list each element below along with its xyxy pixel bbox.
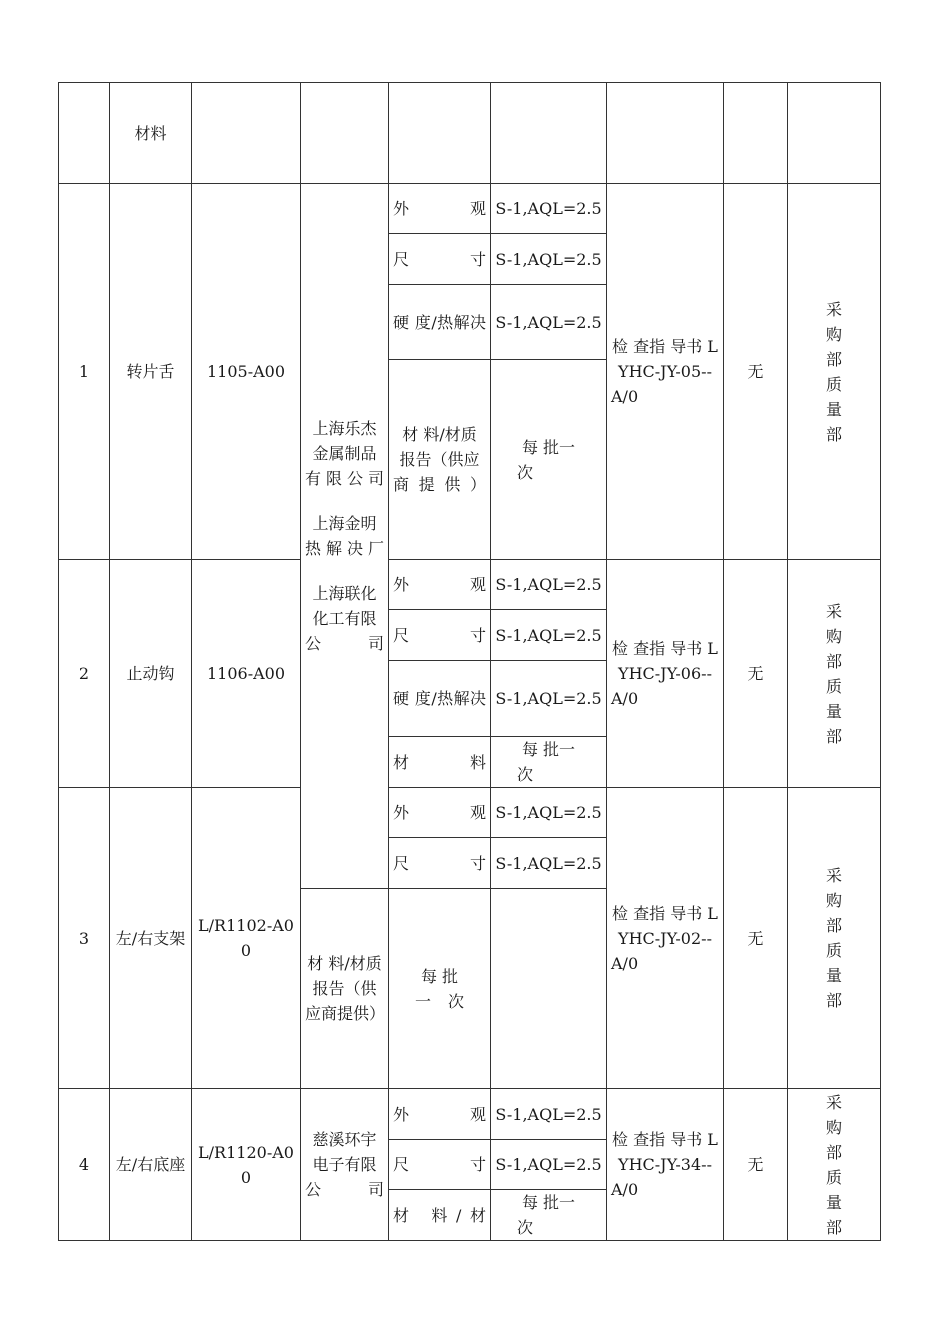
inspection-item: 尺 寸 xyxy=(389,234,491,285)
part-code: L/R1120-A00 xyxy=(192,1089,301,1241)
row-number: 1 xyxy=(59,184,110,560)
inspection-standard: S-1,AQL=2.5 xyxy=(491,788,607,838)
inspection-item: 硬 度/热解决 xyxy=(389,661,491,737)
supplier-list xyxy=(301,184,389,889)
inspection-item: 材 料 xyxy=(389,737,491,788)
inspection-document: 检 查指 导书 LYHC-JY-05--A/0 xyxy=(607,184,724,560)
material-name: 止动钩 xyxy=(110,560,192,788)
inspection-item: 材 料/材质 报告（供应商提供） xyxy=(301,889,389,1089)
header-cell-supplier xyxy=(301,83,389,184)
inspection-item: 材 料/材 xyxy=(389,1190,491,1241)
inspection-item: 材 料/材质 报告（供应商提供） xyxy=(389,360,491,560)
header-cell-code xyxy=(192,83,301,184)
material-name: 转片舌 xyxy=(110,184,192,560)
header-cell-item xyxy=(389,83,491,184)
part-code: L/R1102-A00 xyxy=(192,788,301,1089)
other-note: 无 xyxy=(724,184,788,560)
supplier-name: 上海乐杰金属制品有限公司 xyxy=(305,419,384,488)
header-cell-other xyxy=(724,83,788,184)
supplier-name: 上海金明热解决厂 xyxy=(305,514,384,558)
row-number: 3 xyxy=(59,788,110,1089)
inspection-standard: S-1,AQL=2.5 xyxy=(491,838,607,889)
supplier-name: 慈溪环宇电子有限公司 xyxy=(301,1089,389,1241)
inspection-item: 外 观 xyxy=(389,184,491,234)
inspection-standard: 每 批一 次 xyxy=(491,360,607,560)
inspection-standard: S-1,AQL=2.5 xyxy=(491,184,607,234)
header-cell-dept xyxy=(788,83,881,184)
inspection-item: 硬 度/热解决 xyxy=(389,285,491,360)
header-row xyxy=(59,83,881,184)
responsible-dept: 采购部质量部 xyxy=(788,184,881,560)
header-cell-material: 材料 xyxy=(110,83,192,184)
inspection-document: 检 查指 导书 LYHC-JY-34--A/0 xyxy=(607,1089,724,1241)
material-name: 左/右底座 xyxy=(110,1089,192,1241)
inspection-standard: S-1,AQL=2.5 xyxy=(491,1089,607,1140)
inspection-item: 外 观 xyxy=(389,1089,491,1140)
inspection-item: 尺 寸 xyxy=(389,838,491,889)
row-number: 2 xyxy=(59,560,110,788)
responsible-dept: 采购部质量部 xyxy=(788,560,881,788)
inspection-standard: 每 批一 次 xyxy=(491,737,607,788)
material-name: 左/右支架 xyxy=(110,788,192,1089)
header-cell-document xyxy=(607,83,724,184)
other-note: 无 xyxy=(724,560,788,788)
responsible-dept: 采购部质量部 xyxy=(788,788,881,1089)
inspection-table xyxy=(58,82,881,1241)
responsible-dept: 采购部质量部 xyxy=(788,1089,881,1241)
table-row xyxy=(59,184,881,234)
header-cell-standard xyxy=(491,83,607,184)
inspection-standard: S-1,AQL=2.5 xyxy=(491,1140,607,1190)
inspection-standard: 每 批一 次 xyxy=(389,889,491,1089)
inspection-item: 尺 寸 xyxy=(389,610,491,661)
other-note: 无 xyxy=(724,1089,788,1241)
part-code: 1106-A00 xyxy=(192,560,301,788)
inspection-standard: S-1,AQL=2.5 xyxy=(491,285,607,360)
table-row xyxy=(59,1089,881,1140)
inspection-item: 尺 寸 xyxy=(389,1140,491,1190)
part-code: 1105-A00 xyxy=(192,184,301,560)
inspection-standard: S-1,AQL=2.5 xyxy=(491,234,607,285)
inspection-item: 外 观 xyxy=(389,788,491,838)
inspection-standard: 每 批一 次 xyxy=(491,1190,607,1241)
inspection-standard: S-1,AQL=2.5 xyxy=(491,560,607,610)
supplier-name: 上海联化化工有限公司 xyxy=(305,584,384,653)
inspection-standard: S-1,AQL=2.5 xyxy=(491,610,607,661)
inspection-standard: S-1,AQL=2.5 xyxy=(491,661,607,737)
table-row xyxy=(59,788,881,838)
inspection-item: 外 观 xyxy=(389,560,491,610)
inspection-document: 检 查指 导书 LYHC-JY-06--A/0 xyxy=(607,560,724,788)
other-note: 无 xyxy=(724,788,788,1089)
table-row xyxy=(59,560,881,610)
row-number: 4 xyxy=(59,1089,110,1241)
inspection-document: 检 查指 导书 LYHC-JY-02--A/0 xyxy=(607,788,724,1089)
header-cell-no xyxy=(59,83,110,184)
